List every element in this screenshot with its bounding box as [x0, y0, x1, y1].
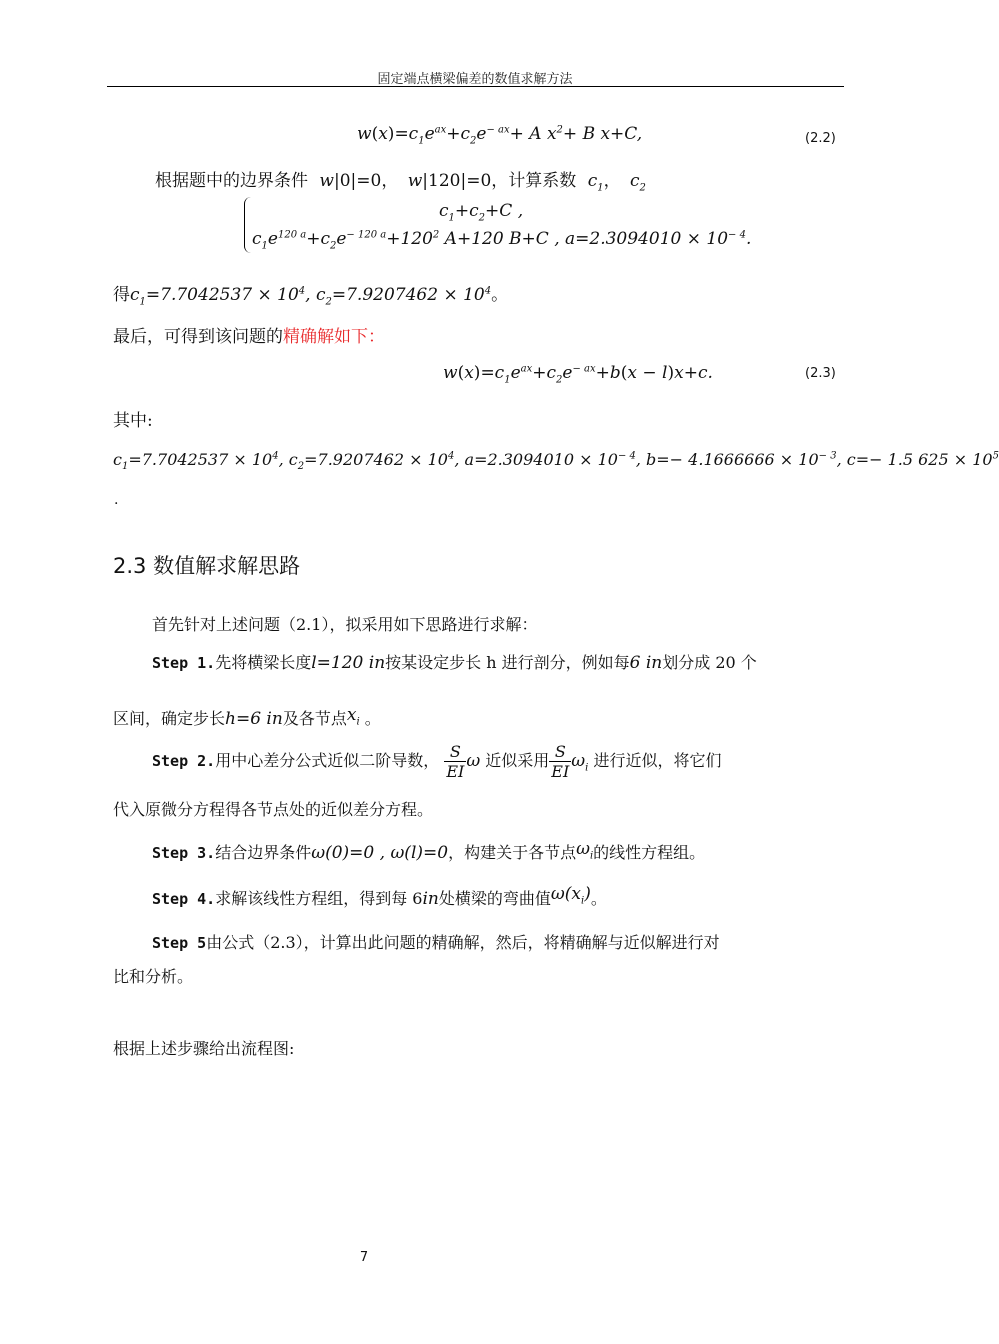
step-5-continued: 比和分析。 — [113, 967, 194, 986]
boundary-condition-text: 根据题中的边界条件 w|0|=0， w|120|=0，计算系数 $c_1$， $c_2$ — [155, 171, 646, 194]
coefficients-result: 得$c_1=7.7042537 \times 10^4$, $c_2=7.9207462 \times 10^4$。 — [113, 285, 509, 308]
header-rule — [107, 86, 844, 87]
step-5-label: Step 5 — [152, 934, 207, 952]
equation-2-3: $w(x)=c_1e^{ax}+c_2e^{- ax}+b(x - l)x+c$. — [443, 363, 713, 386]
system-row-2: $c_1e^{120 a}+c_2e^{- 120 a}+120^2$ A+120 B+C , $a=2.3094010 \times 10^{- 4}$. — [252, 229, 752, 252]
step-5: Step 5由公式（2.3），计算出此问题的精确解，然后，将精确解与近似解进行对 — [152, 933, 720, 952]
running-header: 固定端点横梁偏差的数值求解方法 — [377, 72, 573, 87]
trailing-period: . — [114, 492, 119, 508]
where-label: 其中: — [113, 411, 153, 431]
exact-solution-intro: 最后，可得到该问题的精确解如下： — [113, 327, 385, 347]
fraction-s-over-ei: $\frac{S}{EI}$ — [446, 742, 465, 781]
system-row-1: $c_1+c_2+C$ , — [439, 201, 524, 224]
fraction-s-over-ei-2: $\frac{S}{EI}$ — [551, 742, 570, 781]
flowchart-intro: 根据上述步骤给出流程图: — [113, 1039, 295, 1058]
step-2: Step 2.用中心差分公式近似二阶导数， $\frac{S}{EI}$ ω 近似采用 $\frac{S}{EI}$ $\omega_i$ 进行近似，将它们 — [152, 742, 722, 781]
section-heading: 2.3 数值解求解思路 — [113, 554, 301, 578]
highlighted-text: 精确解如下： — [283, 327, 385, 347]
coefficients-line: $c_1=7.7042537 \times 10^4$, $c_2=7.9207462 \times 10^4$, $a=2.3094010 \times 10^{- 4}$, $b=- 4.1666666 \times 10^{- 3}$, c=− 1.5 $625 \times 10^5$ — [113, 450, 999, 473]
intro-paragraph: 首先针对上述问题（2.1），拟采用如下思路进行求解： — [152, 615, 538, 634]
equation-number-2-3: (2.3) — [805, 366, 836, 381]
page-number: 7 — [359, 1250, 369, 1265]
equation-2-2: $w(x)=c_1e^{ax}+c_2e^{- ax}+ A$ $x^2+ B$ x+C, — [357, 124, 643, 147]
step-4-label: Step 4. — [152, 890, 216, 908]
step-2-continued: 代入原微分方程得各节点处的近似差分方程。 — [113, 800, 434, 819]
step-1-continued: 区间，确定步长h=6 in及各节点$x_i$ 。 — [113, 705, 381, 729]
step-2-label: Step 2. — [152, 752, 216, 770]
equation-number-2-2: (2.2) — [805, 131, 836, 146]
step-1: Step 1.先将横梁长度l=120 in按某设定步长 h 进行剖分，例如每6 in划分成 20 个 — [152, 653, 757, 673]
step-1-label: Step 1. — [152, 654, 216, 672]
step-3-label: Step 3. — [152, 844, 216, 862]
step-4: Step 4.求解该线性方程组，得到每 6in处横梁的弯曲值$\omega(x_i)$。 — [152, 884, 607, 909]
step-3: Step 3.结合边界条件ω(0)=0 , ω(l)=0，构建关于各节点$\omega_i$的线性方程组。 — [152, 839, 706, 863]
